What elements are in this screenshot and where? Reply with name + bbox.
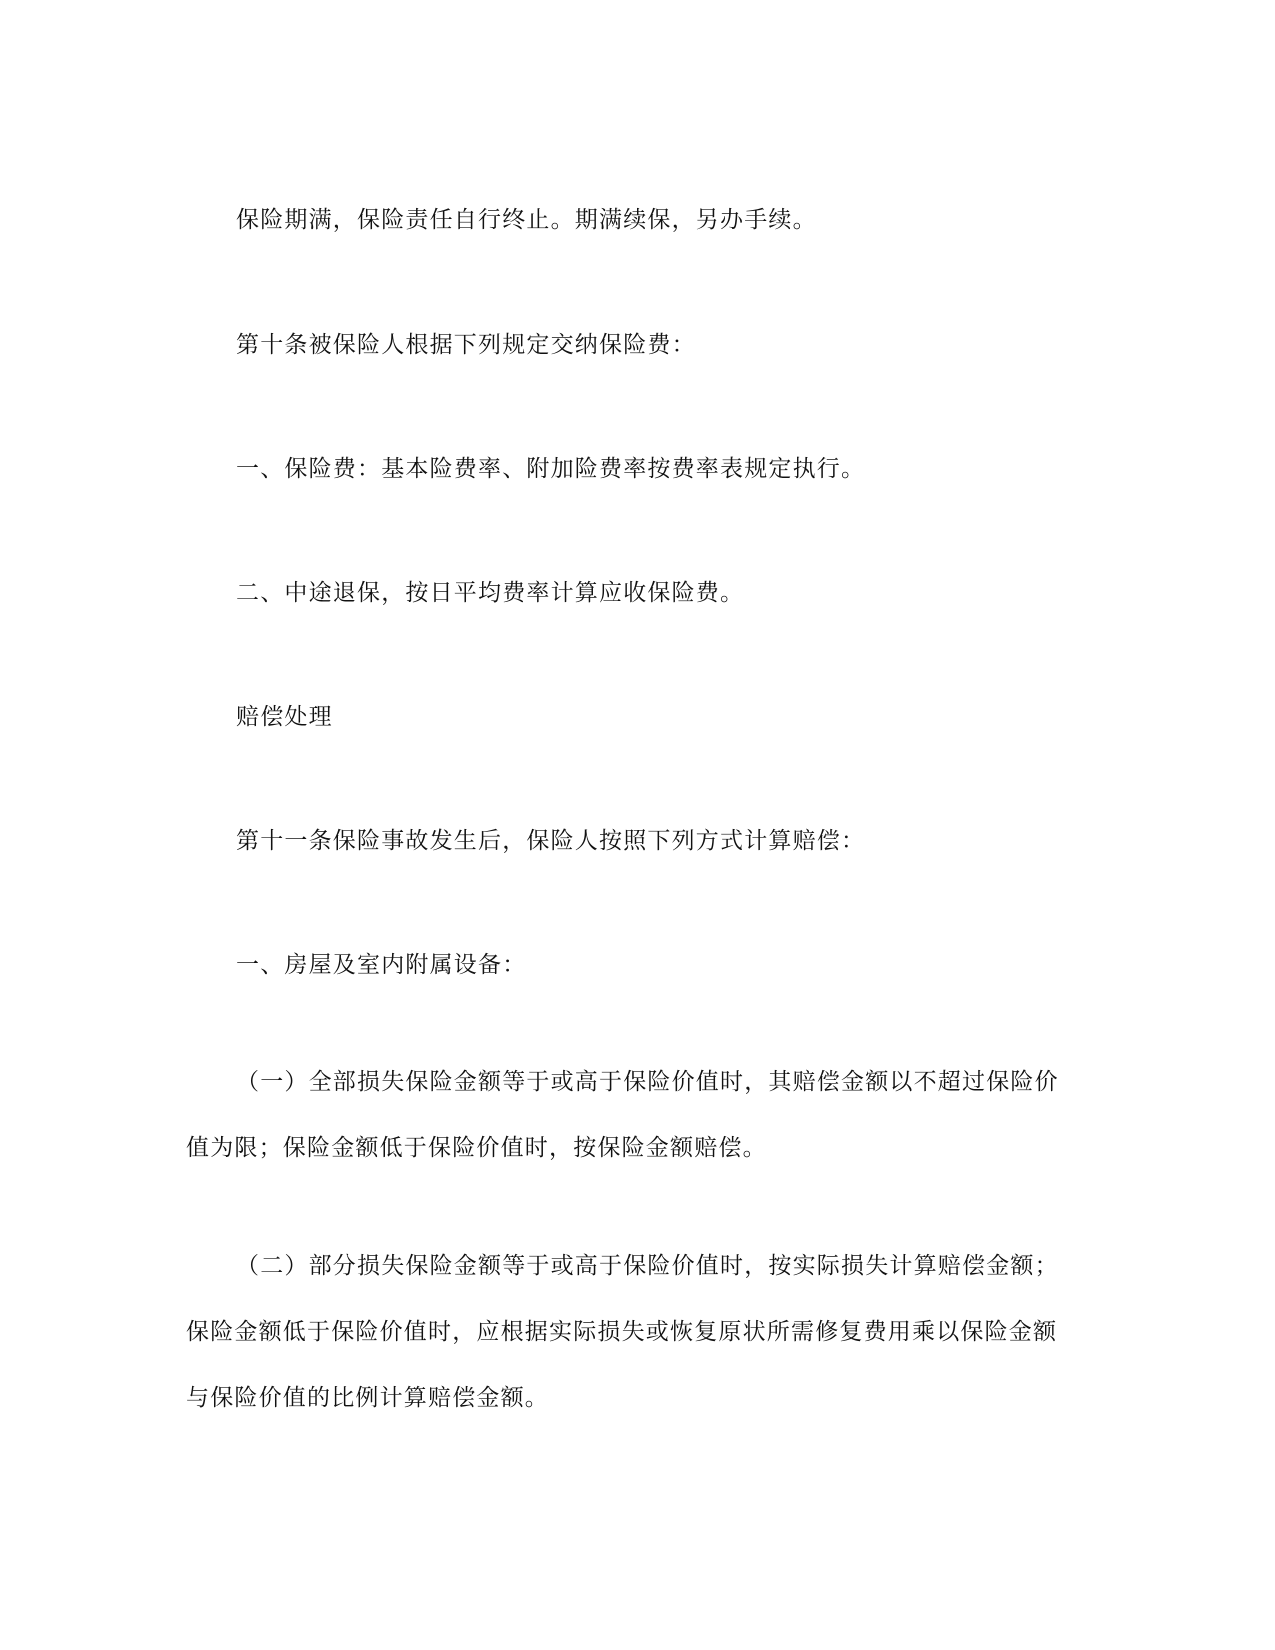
paragraph-housing bbox=[236, 945, 1141, 985]
text-line: （一）全部损失保险金额等于或高于保险价值时，其赔偿金额以不超过保险价 bbox=[236, 1069, 1059, 1095]
paragraph-expiry bbox=[236, 200, 1141, 240]
text-line: 第十一条保险事故发生后，保险人按照下列方式计算赔偿： bbox=[236, 828, 866, 854]
paragraph-partial-loss bbox=[186, 1233, 1091, 1431]
paragraph-total-loss bbox=[186, 1049, 1091, 1181]
text-line: 二、中途退保，按日平均费率计算应收保险费。 bbox=[236, 580, 745, 606]
text-line: 一、房屋及室内附属设备： bbox=[236, 952, 527, 978]
section-heading: 赔偿处理 bbox=[236, 704, 333, 730]
paragraph-article-11 bbox=[236, 821, 1141, 861]
paragraph-premium bbox=[236, 449, 1141, 489]
text-line: 保险期满，保险责任自行终止。期满续保，另办手续。 bbox=[236, 207, 817, 233]
paragraph-article-10 bbox=[236, 325, 1141, 365]
text-line: 第十条被保险人根据下列规定交纳保险费： bbox=[236, 332, 696, 358]
text-line: 保险金额低于保险价值时，应根据实际损失或恢复原状所需修复费用乘以保险金额 bbox=[186, 1319, 1058, 1345]
text-line: 一、保险费：基本险费率、附加险费率按费率表规定执行。 bbox=[236, 456, 866, 482]
text-line: 值为限；保险金额低于保险价值时，按保险金额赔偿。 bbox=[186, 1135, 767, 1161]
paragraph-cancellation bbox=[236, 573, 1141, 613]
text-line: 与保险价值的比例计算赔偿金额。 bbox=[186, 1385, 549, 1411]
section-heading-claims bbox=[236, 697, 1141, 737]
text-line: （二）部分损失保险金额等于或高于保险价值时，按实际损失计算赔偿金额； bbox=[236, 1253, 1059, 1279]
